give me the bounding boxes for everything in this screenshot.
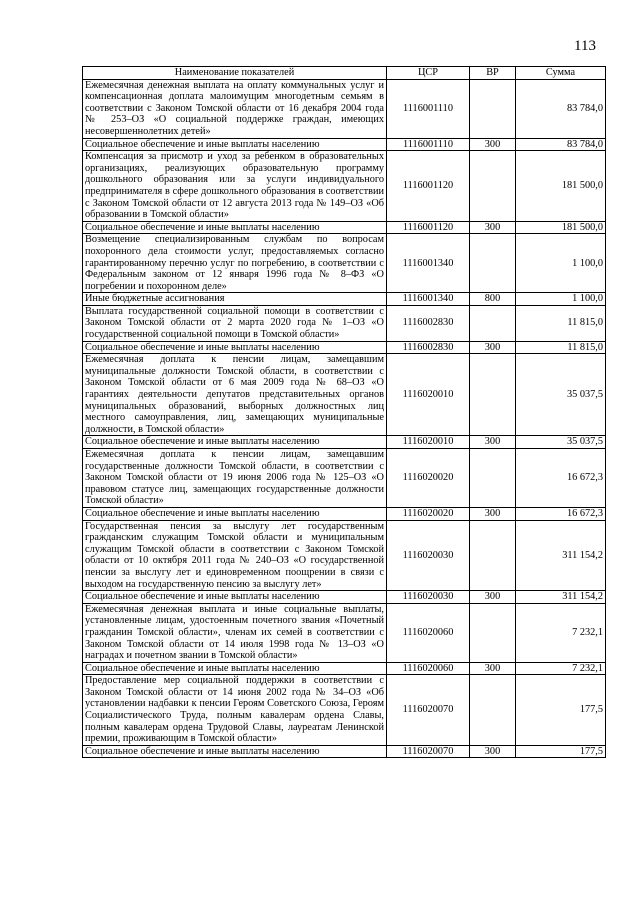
- row-csr-cell: 1116020020: [387, 507, 470, 520]
- row-name-cell: Социальное обеспечение и иные выплаты населению: [83, 138, 387, 151]
- table-row: [83, 591, 606, 604]
- row-sum-cell: 35 037,5: [516, 354, 606, 436]
- row-csr-cell: 1116020060: [387, 662, 470, 675]
- row-csr-cell: 1116001120: [387, 221, 470, 234]
- row-sum-cell: 7 232,1: [516, 603, 606, 662]
- row-sum-cell: 7 232,1: [516, 662, 606, 675]
- table-row: [83, 449, 606, 508]
- row-csr-cell: 1116020010: [387, 436, 470, 449]
- row-csr-cell: 1116001110: [387, 138, 470, 151]
- table-row: [83, 675, 606, 746]
- table-row: [83, 79, 606, 138]
- row-vr-cell: 300: [470, 341, 516, 354]
- row-vr-cell: [470, 449, 516, 508]
- row-sum-cell: 11 815,0: [516, 305, 606, 341]
- row-name-cell: Социальное обеспечение и иные выплаты населению: [83, 436, 387, 449]
- row-csr-cell: 1116001110: [387, 79, 470, 138]
- row-csr-cell: 1116020030: [387, 591, 470, 604]
- row-name-cell: Ежемесячная денежная выплата на оплату коммунальных услуг и компенсационная доплата малоимущим многодетным семьям в соответствии с Законом Томской области от 16 декабря 2004 года № 253–ОЗ «О социальной поддержке граждан, имеющих несовершеннолетних детей»: [83, 79, 387, 138]
- row-vr-cell: [470, 151, 516, 222]
- row-vr-cell: 800: [470, 293, 516, 306]
- table-row: [83, 745, 606, 758]
- column-header-csr: ЦСР: [387, 67, 470, 80]
- row-vr-cell: [470, 520, 516, 591]
- row-vr-cell: 300: [470, 138, 516, 151]
- row-name-cell: Социальное обеспечение и иные выплаты населению: [83, 662, 387, 675]
- row-vr-cell: 300: [470, 221, 516, 234]
- row-name-cell: Возмещение специализированным службам по вопросам похоронного дела стоимости услуг, предоставляемых согласно гарантированному перечню услуг по погребению, в соответствии с Федеральным законом от 12 января 1996 года № 8–ФЗ «О погребении и похоронном деле»: [83, 234, 387, 293]
- table-row: [83, 507, 606, 520]
- row-sum-cell: 311 154,2: [516, 591, 606, 604]
- row-name-cell: Ежемесячная доплата к пенсии лицам, замещавшим муниципальные должности Томской области, в соответствии с Законом Томской области от 6 мая 2009 года № 68–ОЗ «О гарантиях деятельности депутатов представительных органов муниципальных образований, выборных должностных лиц местного самоуправления, лиц, замещающих муниципальные должности, в Томской области»: [83, 354, 387, 436]
- row-csr-cell: 1116020070: [387, 745, 470, 758]
- row-vr-cell: [470, 603, 516, 662]
- row-csr-cell: 1116020010: [387, 354, 470, 436]
- row-csr-cell: 1116001120: [387, 151, 470, 222]
- row-sum-cell: 35 037,5: [516, 436, 606, 449]
- table-row: [83, 520, 606, 591]
- table-row: [83, 234, 606, 293]
- row-name-cell: Социальное обеспечение и иные выплаты населению: [83, 221, 387, 234]
- table-row: [83, 151, 606, 222]
- table-row: [83, 341, 606, 354]
- row-csr-cell: 1116002830: [387, 341, 470, 354]
- row-vr-cell: [470, 79, 516, 138]
- table-row: [83, 603, 606, 662]
- row-vr-cell: 300: [470, 591, 516, 604]
- row-name-cell: Компенсация за присмотр и уход за ребенком в образовательных организациях, реализующих образовательную программу дошкольного образования или за услуги индивидуального предпринимателя в сфере дошкольного образования в соответствии с Законом Томской области от 12 августа 2013 года № 149–ОЗ «Об образовании в Томской области»: [83, 151, 387, 222]
- column-header-sum: Сумма: [516, 67, 606, 80]
- row-name-cell: Социальное обеспечение и иные выплаты населению: [83, 341, 387, 354]
- row-sum-cell: 311 154,2: [516, 520, 606, 591]
- page-number: 113: [574, 38, 596, 54]
- row-sum-cell: 16 672,3: [516, 507, 606, 520]
- row-vr-cell: 300: [470, 745, 516, 758]
- row-sum-cell: 181 500,0: [516, 221, 606, 234]
- row-sum-cell: 1 100,0: [516, 293, 606, 306]
- row-vr-cell: [470, 305, 516, 341]
- table-row: [83, 305, 606, 341]
- row-vr-cell: [470, 675, 516, 746]
- row-vr-cell: [470, 354, 516, 436]
- row-name-cell: Предоставление мер социальной поддержки в соответствии с Законом Томской области от 14 июня 2002 года № 34–ОЗ «Об установлении надбавки к пенсии Героям Советского Союза, Героям Социалистического Труда, полным кавалерам ордена Славы, полным кавалерам ордена Трудовой Славы, лауреатам Ленинской премии, проживающим в Томской области»: [83, 675, 387, 746]
- table-row: [83, 662, 606, 675]
- row-csr-cell: 1116020030: [387, 520, 470, 591]
- row-csr-cell: 1116020070: [387, 675, 470, 746]
- row-sum-cell: 177,5: [516, 675, 606, 746]
- row-vr-cell: 300: [470, 507, 516, 520]
- row-vr-cell: [470, 234, 516, 293]
- column-header-vr: ВР: [470, 67, 516, 80]
- row-name-cell: Социальное обеспечение и иные выплаты населению: [83, 745, 387, 758]
- row-sum-cell: 181 500,0: [516, 151, 606, 222]
- table-row: [83, 138, 606, 151]
- table-header-row: [83, 67, 606, 80]
- row-name-cell: Государственная пенсия за выслугу лет государственным гражданским служащим Томской области и муниципальным служащим Томской области в соответствии с Законом Томской области от 10 октября 2011 года № 240–ОЗ «О государственной пенсии за выслугу лет и единовременном поощрении в связи с выходом на государственную пенсию за выслугу лет»: [83, 520, 387, 591]
- row-name-cell: Социальное обеспечение и иные выплаты населению: [83, 507, 387, 520]
- row-csr-cell: 1116001340: [387, 234, 470, 293]
- budget-table: [82, 66, 606, 758]
- column-header-name: Наименование показателей: [83, 67, 387, 80]
- row-sum-cell: 83 784,0: [516, 79, 606, 138]
- table-row: [83, 436, 606, 449]
- table-row: [83, 221, 606, 234]
- row-name-cell: Иные бюджетные ассигнования: [83, 293, 387, 306]
- row-sum-cell: 16 672,3: [516, 449, 606, 508]
- row-sum-cell: 1 100,0: [516, 234, 606, 293]
- row-sum-cell: 11 815,0: [516, 341, 606, 354]
- row-name-cell: Социальное обеспечение и иные выплаты населению: [83, 591, 387, 604]
- row-csr-cell: 1116020060: [387, 603, 470, 662]
- row-csr-cell: 1116020020: [387, 449, 470, 508]
- row-name-cell: Ежемесячная денежная выплата и иные социальные выплаты, установленные лицам, удостоенным почетного звания «Почетный гражданин Томской области», членам их семей в соответствии с Законом Томской области от 14 июля 1998 года № 13–ОЗ «О наградах и почетном звании в Томской области»: [83, 603, 387, 662]
- table-row: [83, 354, 606, 436]
- row-vr-cell: 300: [470, 662, 516, 675]
- row-vr-cell: 300: [470, 436, 516, 449]
- row-sum-cell: 83 784,0: [516, 138, 606, 151]
- row-csr-cell: 1116001340: [387, 293, 470, 306]
- row-name-cell: Ежемесячная доплата к пенсии лицам, замещавшим государственные должности Томской области, в соответствии с Законом Томской области от 19 июня 2006 года № 125–ОЗ «О правовом статусе лиц, замещающих государственные должности Томской области»: [83, 449, 387, 508]
- row-name-cell: Выплата государственной социальной помощи в соответствии с Законом Томской области от 2 марта 2020 года № 1–ОЗ «О государственной социальной помощи в Томской области»: [83, 305, 387, 341]
- row-csr-cell: 1116002830: [387, 305, 470, 341]
- table-row: [83, 293, 606, 306]
- row-sum-cell: 177,5: [516, 745, 606, 758]
